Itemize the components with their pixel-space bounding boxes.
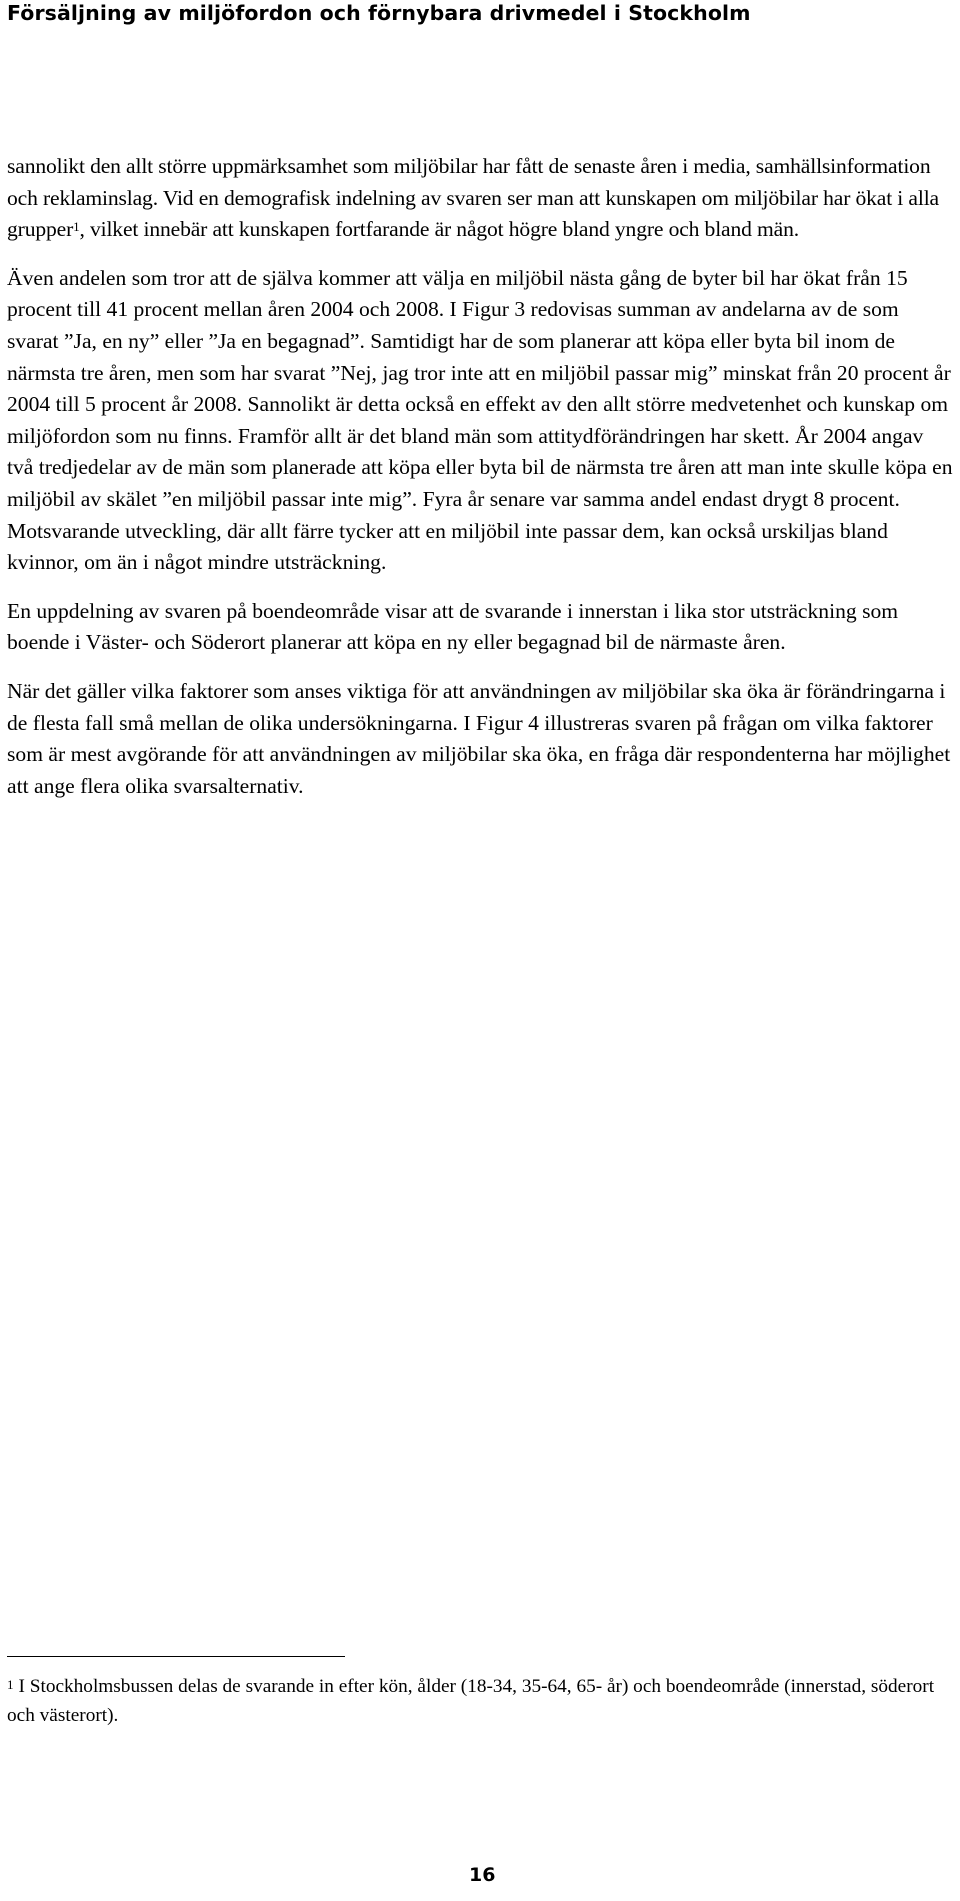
paragraph-3: En uppdelning av svaren på boendeområde visar att de svarande i innerstan i lika stor utsträckning som boende i Väster- och Söderort planerar att köpa en ny eller begagnad bil de närmaste åren. bbox=[7, 598, 899, 655]
paragraph-4: När det gäller vilka faktorer som anses viktiga för att användningen av miljöbilar ska öka är förändringarna i de flesta fall små mellan de olika undersökningarna. I Figur 4 illustreras svaren på frågan om vilka faktorer som är mest avgörande för att användningen av miljöbilar ska öka, en fråga där respondenterna har möjlighet att ange flera olika svarsalternativ. bbox=[7, 678, 951, 798]
page-number: 16 bbox=[469, 1864, 496, 1886]
body-text bbox=[7, 151, 953, 819]
running-header: Försäljning av miljöfordon och förnybara drivmedel i Stockholm bbox=[7, 1, 751, 25]
paragraph-1 bbox=[7, 151, 953, 246]
paragraph-1-text-end: , vilket innebär att kunskapen fortfarande är något högre bland yngre och bland män. bbox=[79, 217, 800, 242]
footnote-mark: 1 bbox=[7, 1677, 14, 1692]
footnote-text: I Stockholmsbussen delas de svarande in efter kön, ålder (18-34, 35-64, 65- år) och boendeområde (innerstad, söderort och västerort). bbox=[7, 1676, 935, 1726]
footnote bbox=[7, 1673, 937, 1730]
paragraph-2: Även andelen som tror att de själva kommer att välja en miljöbil nästa gång de byter bil har ökat från 15 procent till 41 procent mellan åren 2004 och 2008. I Figur 3 redovisas summan av andelarna av de som svarat ”Ja, en ny” eller ”Ja en begagnad”. Samtidigt har de som planerar att köpa eller byta bil inom de närmsta tre åren, men som har svarat ”Nej, jag tror inte att en miljöbil passar mig” minskat från 20 procent år 2004 till 5 procent år 2008. Sannolikt är detta också en effekt av den allt större medvetenhet och kunskap om miljöfordon som nu finns. Framför allt är det bland män som attitydförändringen har skett. År 2004 angav två tredjedelar av de män som planerade att köpa eller byta bil de närmsta tre åren att man inte skulle köpa en miljöbil av skälet ”en miljöbil passar inte mig”. Fyra år senare var samma andel endast drygt 8 procent. Motsvarande utveckling, där allt färre tycker att en miljöbil inte passar dem, kan också urskiljas bland kvinnor, om än i något mindre utsträckning. bbox=[7, 265, 953, 575]
footnote-reference[interactable]: 1 bbox=[73, 219, 80, 235]
paragraph-1-text: sannolikt den allt större uppmärksamhet som miljöbilar har fått de senaste åren i media, samhällsinformation och reklaminslag. Vid en demografisk indelning av svaren ser man att kunskapen om miljöbilar har ökat i alla grupper bbox=[7, 154, 939, 242]
footnote-separator bbox=[7, 1656, 345, 1657]
